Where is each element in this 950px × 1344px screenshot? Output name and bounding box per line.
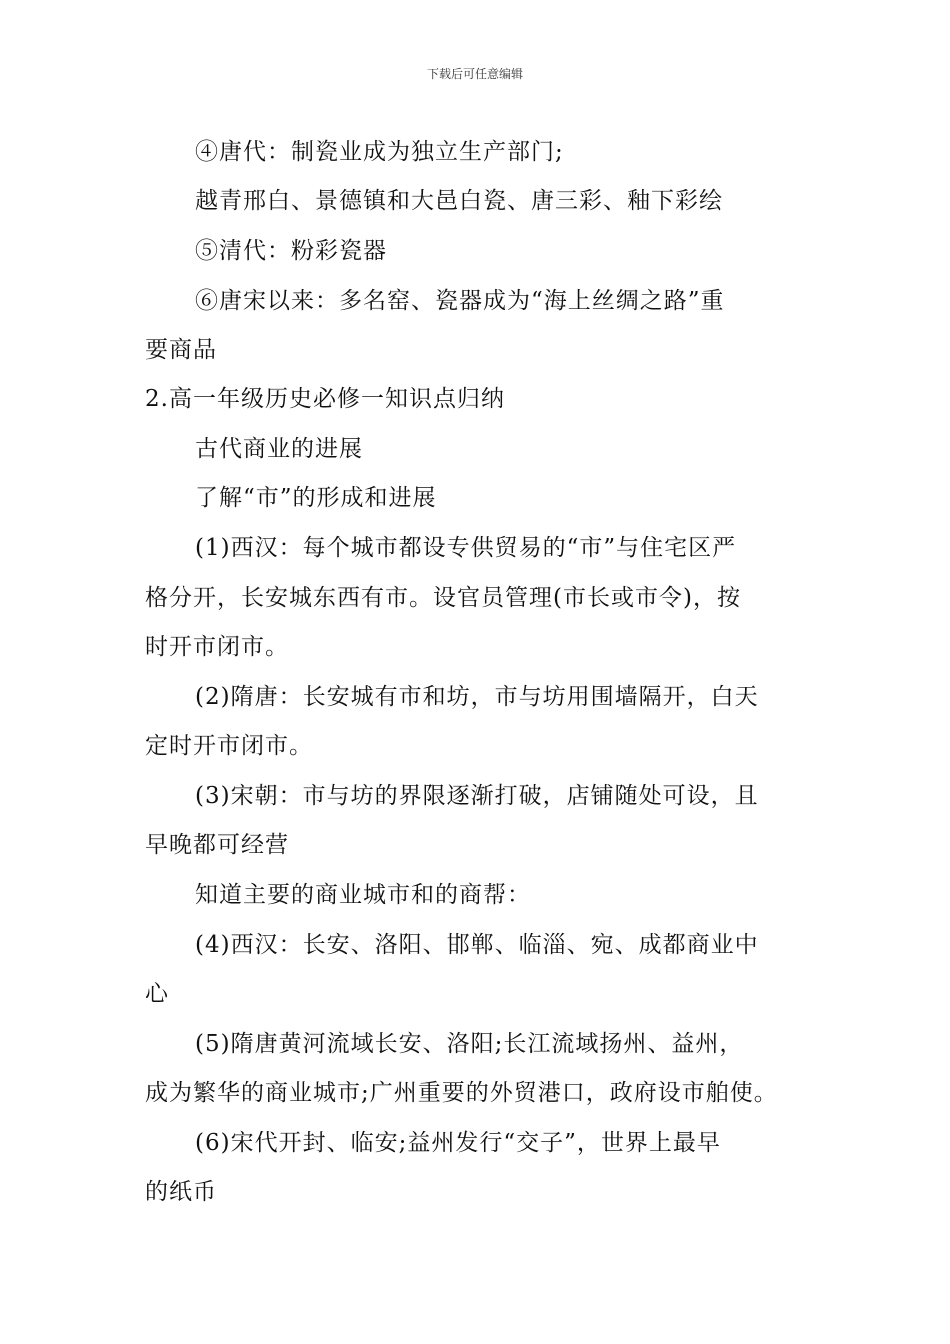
text-line: 成为繁华的商业城市;广州重要的外贸港口，政府设市舶使。 — [145, 1080, 778, 1106]
text-line: (3)宋朝：市与坊的界限逐渐打破，店铺随处可设，且 — [195, 783, 759, 809]
text-line: 时开市闭市。 — [145, 634, 289, 660]
text-line: 的纸币 — [145, 1179, 217, 1205]
text-line: (5)隋唐黄河流域长安、洛阳;长江流域扬州、益州， — [195, 1031, 744, 1057]
text-line: 要商品 — [145, 337, 217, 363]
text-line: (1)西汉：每个城市都设专供贸易的“市”与住宅区严 — [195, 535, 737, 561]
text-line: (2)隋唐：长安城有市和坊，市与坊用围墙隔开，白天 — [195, 684, 759, 710]
text-line: 心 — [145, 981, 169, 1007]
text-line: (6)宋代开封、临安;益州发行“交子”，世界上最早 — [195, 1130, 721, 1156]
text-line: (4)西汉：长安、洛阳、邯郸、临淄、宛、成都商业中 — [195, 932, 759, 958]
page-header: 下载后可任意编辑 — [426, 67, 523, 81]
text-line: 古代商业的进展 — [195, 436, 363, 462]
text-line: 定时开市闭市。 — [145, 733, 313, 759]
text-line: 格分开，长安城东西有市。设官员管理(市长或市令)，按 — [145, 585, 741, 611]
section-heading: 2.高一年级历史必修一知识点归纳 — [145, 386, 505, 412]
text-line: 了解“市”的形成和进展 — [195, 485, 437, 511]
text-line: 越青邢白、景德镇和大邑白瓷、唐三彩、釉下彩绘 — [195, 188, 723, 214]
text-line: ⑤清代：粉彩瓷器 — [195, 238, 387, 264]
text-line: 知道主要的商业城市和的商帮： — [195, 882, 531, 908]
text-line: ⑥唐宋以来：多名窑、瓷器成为“海上丝绸之路”重 — [195, 288, 725, 314]
text-line: ④唐代：制瓷业成为独立生产部门; — [195, 139, 564, 165]
text-line: 早晚都可经营 — [145, 832, 289, 858]
